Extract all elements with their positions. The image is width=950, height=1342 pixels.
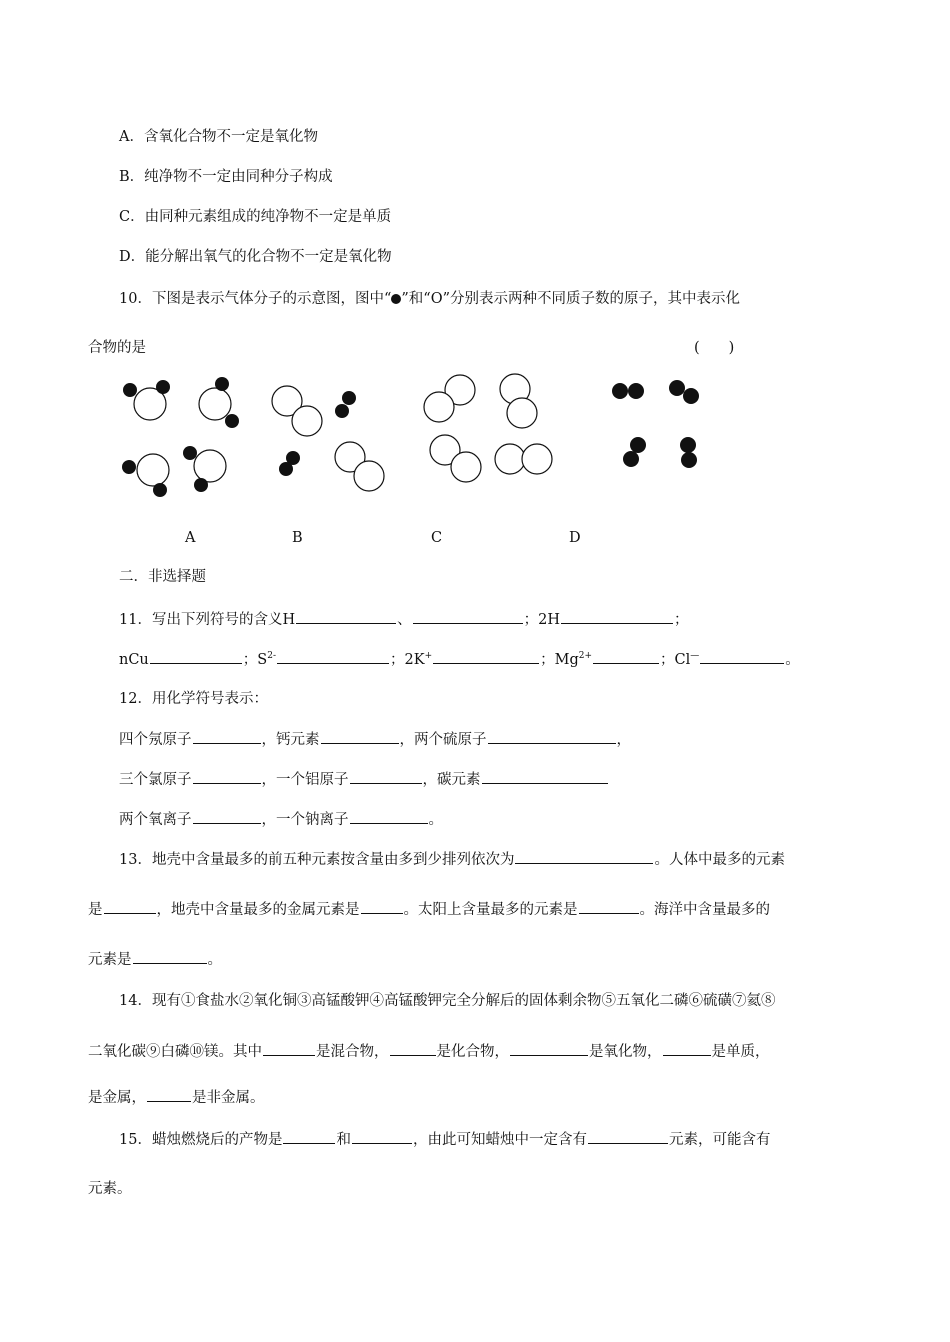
q11-ncu: nCu: [119, 652, 149, 668]
q14-b: 二氧化碳⑨白磷⑩镁。其中: [88, 1044, 262, 1060]
answer-blank[interactable]: [515, 849, 653, 864]
q11-line2: [119, 649, 800, 670]
q15-b: 和: [336, 1132, 351, 1148]
q12-row2: [119, 769, 609, 790]
q13-f: 。海洋中含量最多的: [639, 902, 770, 918]
q12-row3: [119, 809, 443, 830]
q12-r1a: 四个氖原子: [119, 732, 192, 748]
q12-r2a: 三个氯原子: [119, 772, 192, 788]
q14-c: 是混合物，: [316, 1044, 389, 1060]
q14-h: 是非金属。: [192, 1090, 265, 1106]
answer-blank[interactable]: [147, 1087, 191, 1102]
q11-sep: 、: [397, 612, 412, 628]
q10-stem: [119, 289, 740, 309]
answer-blank[interactable]: [663, 1041, 711, 1056]
q13-line2: [88, 899, 770, 920]
q13-c: 是: [88, 902, 103, 918]
answer-blank[interactable]: [482, 769, 608, 784]
q11-cl-charge: —: [690, 651, 700, 661]
q15-d: 元素，可能含有: [668, 1132, 771, 1148]
q12-r1c: ，两个硫原子: [399, 732, 487, 748]
answer-blank[interactable]: [296, 609, 396, 624]
q12-intro: 12．用化学符号表示：: [119, 691, 268, 707]
answer-blank[interactable]: [352, 1129, 412, 1144]
q11-intro: 11．写出下列符号的含义H: [119, 612, 296, 628]
q14-d: 是化合物，: [436, 1044, 509, 1060]
diagram-label-a: A: [185, 530, 196, 546]
molecule-diagram: [0, 370, 950, 510]
answer-blank[interactable]: [263, 1041, 315, 1056]
answer-blank[interactable]: [413, 609, 523, 624]
q13-d: ，地壳中含量最多的金属元素是: [156, 902, 360, 918]
answer-blank[interactable]: [510, 1041, 588, 1056]
q11-line1: [119, 609, 688, 630]
answer-blank[interactable]: [133, 949, 207, 964]
q13-line3: [88, 949, 222, 970]
q15-a: 15．蜡烛燃烧后的产物是: [119, 1132, 283, 1148]
q12-row1: [119, 729, 631, 750]
diagram-label-d: D: [569, 530, 581, 546]
q15-line1: [119, 1129, 770, 1150]
q13-g: 元素是: [88, 952, 132, 968]
q14-line1: 14．现有①食盐水②氧化铜③高锰酸钾④高锰酸钾完全分解后的固体剩余物⑤五氧化二磷⑥硫磺⑦氦⑧: [119, 993, 776, 1009]
q15-c: ，由此可知蜡烛中一定含有: [412, 1132, 587, 1148]
answer-blank[interactable]: [588, 1129, 668, 1144]
q11-period: 。: [785, 652, 800, 668]
q14-line3: [88, 1087, 265, 1108]
q13-h: 。: [207, 952, 222, 968]
section-heading: 二．非选择题: [119, 569, 206, 585]
group-b-molecules: [272, 386, 384, 491]
answer-blank[interactable]: [193, 769, 261, 784]
q13-a: 13．地壳中含量最多的前五种元素按含量由多到少排列依次为: [119, 852, 515, 868]
q11-s-charge: 2-: [267, 651, 276, 661]
answer-blank[interactable]: [350, 809, 428, 824]
q14-f: 是单质，: [711, 1044, 770, 1060]
q11-k: ；2K: [390, 652, 425, 668]
q13-b: 。人体中最多的元素: [654, 852, 785, 868]
answer-blank[interactable]: [390, 1041, 436, 1056]
q12-r3a: 两个氧离子: [119, 812, 192, 828]
answer-blank[interactable]: [593, 649, 659, 664]
answer-blank[interactable]: [350, 769, 422, 784]
answer-blank[interactable]: [361, 899, 403, 914]
q12-r2b: ，一个铝原子: [261, 772, 349, 788]
answer-blank[interactable]: [193, 729, 261, 744]
q15-line2: 元素。: [88, 1181, 132, 1197]
answer-blank[interactable]: [579, 899, 639, 914]
q10-part1: 10．下图是表示气体分子的示意图，图中“: [119, 291, 392, 307]
q11-mg-charge: 2+: [578, 651, 593, 661]
q11-mg: ；Mg: [540, 652, 579, 668]
answer-blank[interactable]: [321, 729, 399, 744]
group-c-molecules: [424, 374, 552, 482]
q11-2h: ；2H: [523, 612, 560, 628]
answer-blank[interactable]: [488, 729, 616, 744]
q11-k-charge: +: [424, 651, 433, 661]
q10-part2: ”和“O”分别表示两种不同质子数的原子，其中表示化: [401, 291, 740, 307]
option-d: D．能分解出氧气的化合物不一定是氧化物: [119, 249, 392, 265]
answer-blank[interactable]: [150, 649, 242, 664]
q12-r2c: ，碳元素: [422, 772, 481, 788]
diagram-label-b: B: [292, 530, 303, 546]
group-a-molecules: [122, 377, 239, 497]
q12-r3b: ，一个钠离子: [261, 812, 349, 828]
answer-blank[interactable]: [277, 649, 389, 664]
group-d-molecules: [612, 380, 699, 468]
q12-r1b: ，钙元素: [261, 732, 320, 748]
q14-e: 是氧化物，: [589, 1044, 662, 1060]
q13-e: 。太阳上含量最多的元素是: [403, 902, 578, 918]
answer-blank[interactable]: [283, 1129, 335, 1144]
q12-r1d: ，: [616, 732, 631, 748]
option-c: C．由同种元素组成的纯净物不一定是单质: [119, 209, 392, 225]
answer-blank[interactable]: [104, 899, 156, 914]
q10-answer-paren: ( ): [694, 340, 735, 356]
q11-end: ；: [673, 612, 689, 628]
q12-r3c: 。: [428, 812, 443, 828]
q11-cl: ；Cl: [660, 652, 691, 668]
answer-blank[interactable]: [193, 809, 261, 824]
q10-line2: 合物的是: [88, 340, 146, 356]
option-b: B．纯净物不一定由同种分子构成: [119, 169, 333, 185]
diagram-label-c: C: [431, 530, 443, 546]
q14-g: 是金属，: [88, 1090, 146, 1106]
answer-blank[interactable]: [700, 649, 784, 664]
answer-blank[interactable]: [433, 649, 539, 664]
q11-s: ；S: [242, 652, 268, 668]
option-a: A．含氧化合物不一定是氧化物: [119, 129, 318, 145]
q13-line1: [119, 849, 785, 870]
answer-blank[interactable]: [561, 609, 673, 624]
q14-line2: [88, 1041, 770, 1062]
black-atom-icon: [391, 294, 401, 304]
